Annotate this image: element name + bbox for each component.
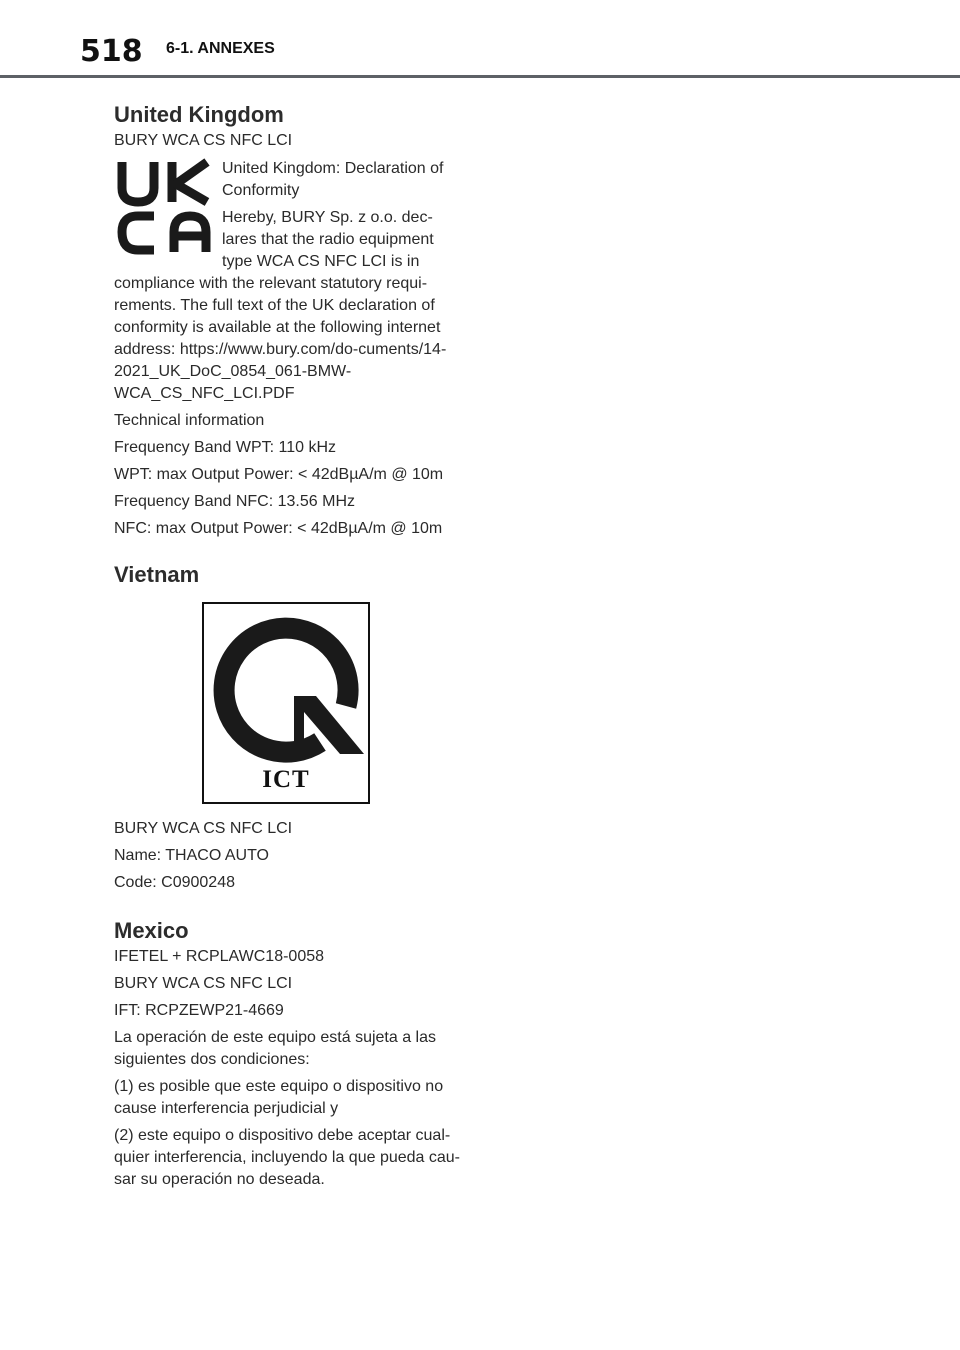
uk-declaration-body: Hereby, BURY Sp. z o.o. dec-lares that the radio equipment type WCA CS NFC LCI is in compliance with the relevant statutory requi-rements. The full text of the UK declaration of conformity is available at the following internet address: https://www.bury.com/do-cuments/14-2021_UK_DoC_0854_061-BMW-WCA_CS_NFC_LCI.PDF: [114, 209, 447, 402]
ict-logo-label: ICT: [262, 766, 310, 793]
vietnam-line: Name: THACO AUTO: [114, 847, 269, 864]
uk-technical-info-title: Technical information: [114, 412, 265, 429]
section-united-kingdom: [114, 100, 464, 540]
page-number: 518: [80, 34, 143, 69]
header-divider: [0, 75, 960, 78]
heading-mexico: Mexico: [114, 918, 189, 943]
mexico-line: BURY WCA CS NFC LCI: [114, 975, 293, 992]
uk-tech-line: NFC: max Output Power: < 42dBµA/m @ 10m: [114, 520, 443, 537]
heading-united-kingdom: United Kingdom: [114, 102, 284, 127]
ukca-mark-icon: [114, 158, 212, 256]
page-content: [114, 100, 464, 1191]
mexico-line: IFT: RCPZEWP21-4669: [114, 1002, 284, 1019]
uk-tech-line: Frequency Band WPT: 110 kHz: [114, 439, 337, 456]
section-vietnam: [114, 560, 464, 894]
ict-quality-mark-icon: [202, 602, 370, 804]
uk-tech-line: Frequency Band NFC: 13.56 MHz: [114, 493, 355, 510]
mexico-paragraph: (2) este equipo o dispositivo debe aceptar cual-quier interferencia, incluyendo la que pueda cau-sar su operación no deseada.: [114, 1127, 461, 1188]
mexico-paragraph: La operación de este equipo está sujeta a las siguientes dos condiciones:: [114, 1029, 437, 1068]
section-mexico: [114, 916, 464, 1191]
mexico-paragraph: (1) es posible que este equipo o dispositivo no cause interferencia perjudicial y: [114, 1078, 444, 1117]
page-header: [0, 0, 960, 80]
vietnam-line: Code: C0900248: [114, 874, 235, 891]
heading-vietnam: Vietnam: [114, 562, 200, 587]
mexico-line: IFETEL + RCPLAWC18-0058: [114, 948, 325, 965]
section-title: 6-1. ANNEXES: [166, 40, 275, 57]
vietnam-line: BURY WCA CS NFC LCI: [114, 820, 293, 837]
uk-declaration-block: [114, 158, 464, 405]
uk-tech-line: WPT: max Output Power: < 42dBµA/m @ 10m: [114, 466, 444, 483]
uk-declaration-title: United Kingdom: Declaration of Conformity: [222, 160, 444, 199]
uk-model: BURY WCA CS NFC LCI: [114, 132, 293, 149]
